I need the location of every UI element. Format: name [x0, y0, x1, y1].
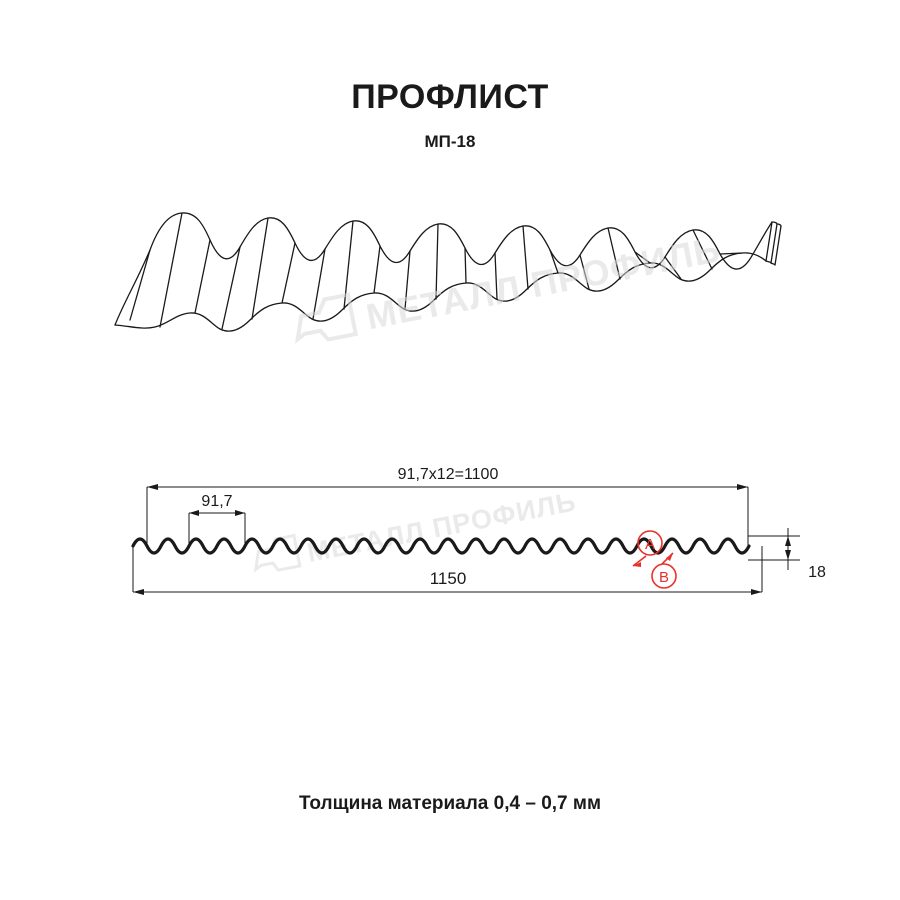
callout-a — [633, 531, 662, 567]
callout-a-label: A — [644, 536, 656, 553]
model-label: МП-18 — [424, 132, 476, 151]
dimension-wave-pitch: 91,7 — [201, 493, 233, 510]
dimension-total-width: 1150 — [429, 569, 467, 588]
svg-text:МЕТАЛЛ ПРОФИЛЬ: МЕТАЛЛ ПРОФИЛЬ — [304, 486, 579, 568]
dimension-profile-height: 18 — [808, 564, 826, 581]
page-title: ПРОФЛИСТ — [351, 78, 549, 116]
dimension-working-width: 91,7х12=1100 — [397, 466, 499, 483]
watermark-upper — [291, 223, 724, 351]
svg-text:МЕТАЛЛ ПРОФИЛЬ: МЕТАЛЛ ПРОФИЛЬ — [362, 228, 724, 338]
material-thickness-note: Толщина материала 0,4 – 0,7 мм — [299, 793, 601, 814]
callout-b-label: B — [658, 569, 670, 586]
watermark-lower — [251, 481, 579, 578]
callout-b — [652, 553, 676, 588]
